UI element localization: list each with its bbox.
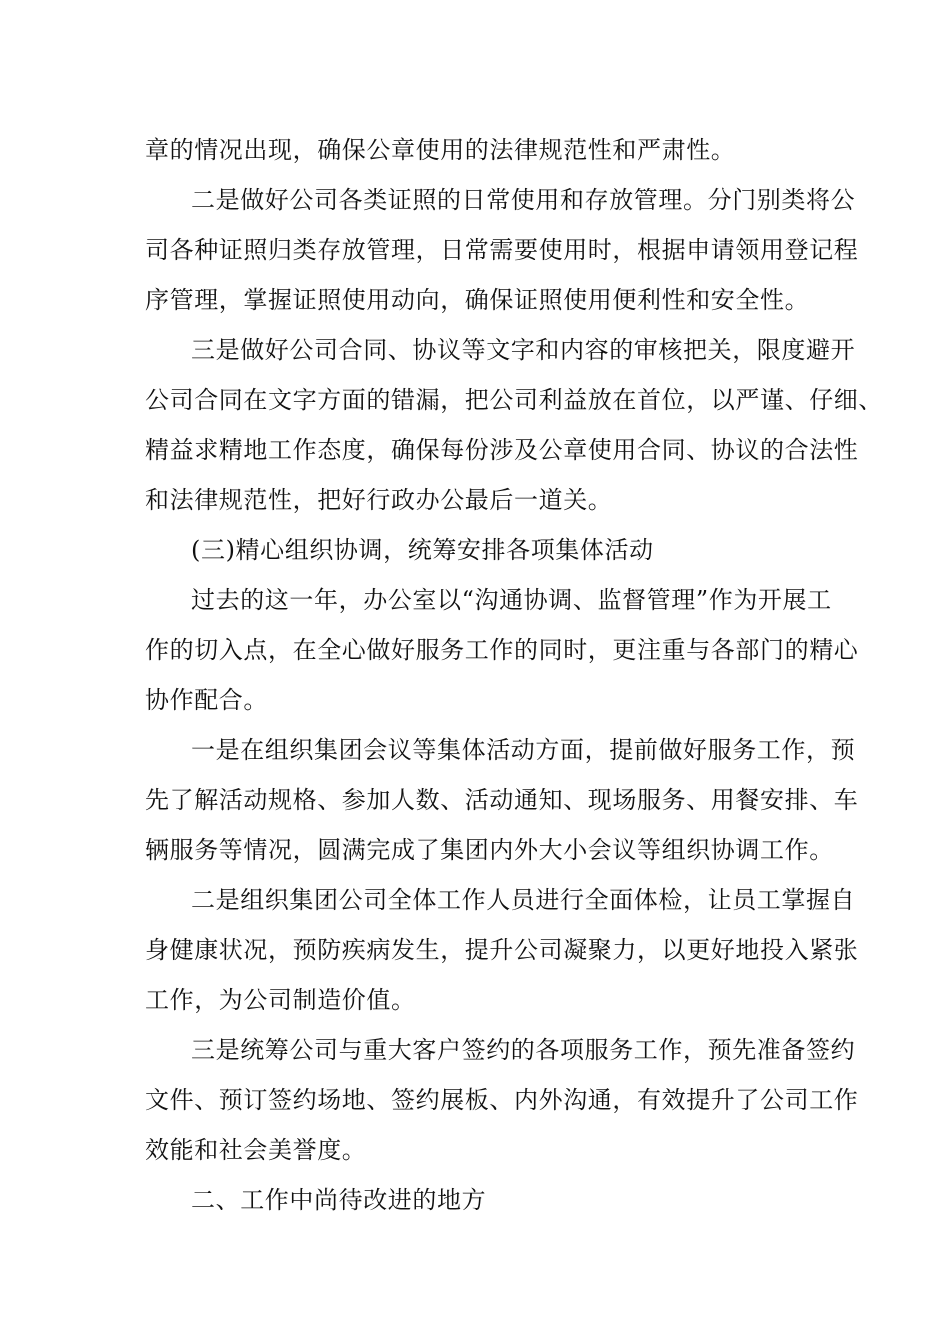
paragraph-line: 身健康状况，预防疾病发生，提升公司凝聚力，以更好地投入紧张 [145,936,859,964]
paragraph-line: 一是在组织集团会议等集体活动方面，提前做好服务工作，预 [191,736,856,764]
paragraph-line: 章的情况出现，确保公章使用的法律规范性和严肃性。 [145,136,736,164]
paragraph-line: 效能和社会美誉度。 [145,1136,367,1164]
paragraph-line: 公司合同在文字方面的错漏，把公司利益放在首位，以严谨、仔细、 [145,386,883,414]
paragraph-line: 辆服务等情况，圆满完成了集团内外大小会议等组织协调工作。 [145,836,834,864]
paragraph-line: 二是组织集团公司全体工作人员进行全面体检，让员工掌握自 [191,886,856,914]
paragraph-line: 三是统筹公司与重大客户签约的各项服务工作，预先准备签约 [191,1036,856,1064]
paragraph-line: 过去的这一年，办公室以“沟通协调、监督管理”作为开展工 [191,586,832,614]
paragraph-line: 序管理，掌握证照使用动向，确保证照使用便利性和安全性。 [145,286,810,314]
paragraph-line: 和法律规范性，把好行政办公最后一道关。 [145,486,613,514]
section-heading: 二、工作中尚待改进的地方 [191,1186,487,1214]
paragraph-line: 二是做好公司各类证照的日常使用和存放管理。分门别类将公 [191,186,856,214]
paragraph-line: 司各种证照归类存放管理，日常需要使用时，根据申请领用登记程 [145,236,859,264]
paragraph-line: 三是做好公司合同、协议等文字和内容的审核把关，限度避开 [191,336,856,364]
paragraph-line: 精益求精地工作态度，确保每份涉及公章使用合同、协议的合法性 [145,436,859,464]
paragraph-line: 文件、预订签约场地、签约展板、内外沟通，有效提升了公司工作 [145,1086,859,1114]
paragraph-line: 先了解活动规格、参加人数、活动通知、现场服务、用餐安排、车 [145,786,859,814]
paragraph-line: 协作配合。 [145,686,268,714]
section-heading: (三)精心组织协调，统筹安排各项集体活动 [191,536,654,564]
paragraph-line: 工作，为公司制造价值。 [145,986,416,1014]
paragraph-line: 作的切入点，在全心做好服务工作的同时，更注重与各部门的精心 [145,636,859,664]
